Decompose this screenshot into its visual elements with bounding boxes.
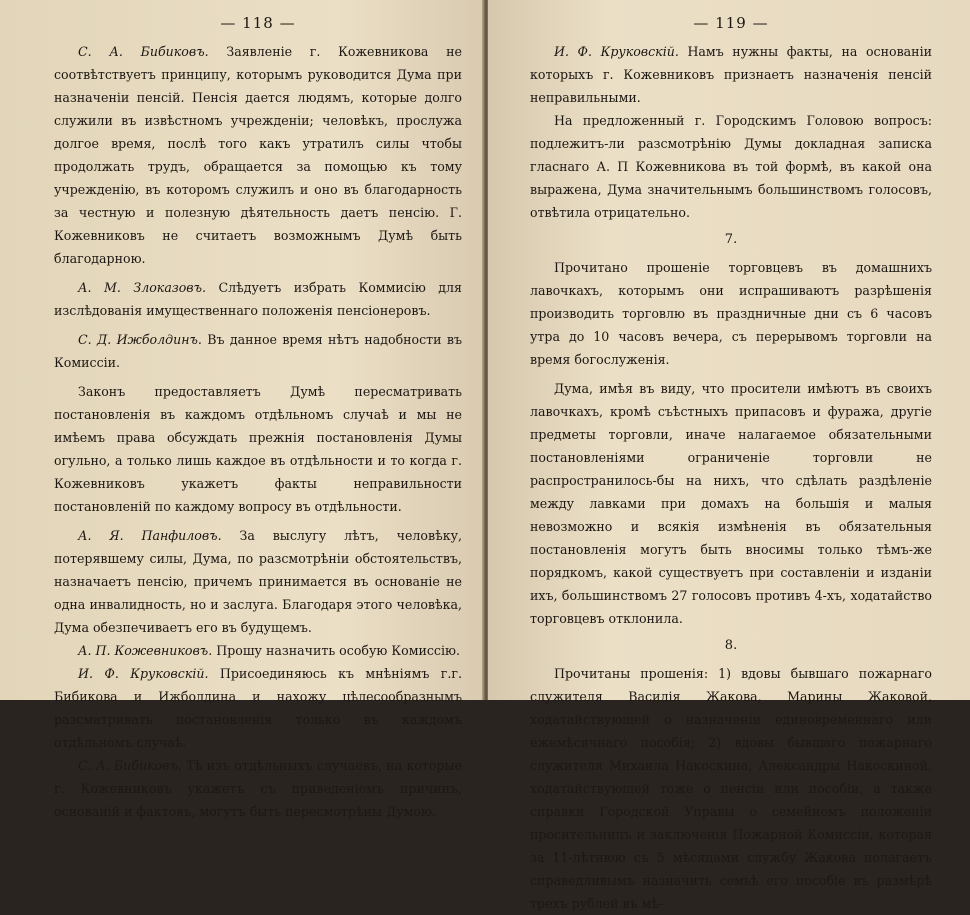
speaker-name: И. Ф. Круковскій. [78, 666, 209, 681]
paragraph [54, 639, 462, 662]
paragraph-text: Слѣдуетъ избрать Коммисію для изслѣдованія имущественнаго положенія пенсіонеровъ. [54, 280, 462, 318]
paragraph [54, 662, 462, 754]
paragraph-text: Законъ предоставляетъ Думѣ пересматривать постановленія въ каждомъ отдѣльномъ случаѣ и мы не имѣемъ права обсуждать прежнія постановленія Думы огульно, а только лишь каждое въ отдѣльности и то когда г. Кожевниковъ укажетъ факты неправильности постановленій по каждому вопросу въ отдѣльности. [54, 384, 462, 514]
paragraph-text: Прошу назначить особую Комиссію. [216, 643, 460, 658]
paragraph [530, 109, 932, 224]
paragraph-text: Въ данное время нѣтъ надобности въ Комиссіи. [54, 332, 462, 370]
paragraph [54, 524, 462, 639]
page-number-118: — 118 — [220, 14, 296, 32]
paragraph [530, 40, 932, 109]
speaker-name: С. А. Бибиковъ. [78, 758, 182, 773]
paragraph [54, 328, 462, 374]
section-number-7: 7. [724, 232, 738, 247]
paragraph-text: Заявленіе г. Кожевникова не соотвѣтствуетъ принципу, которымъ руководится Дума при назначеніи пенсій. Пенсія дается людямъ, которые долго служили въ извѣстномъ учрежденіи; человѣкъ, прослужа долгое время, послѣ того какъ утратилъ силы чтобы продолжать трудъ, обращается за помощью къ тому учрежденію, въ которомъ служилъ и оно въ благодарность за честную и полезную дѣятельность даетъ пенсію. Г. Кожевниковъ не считаетъ возможнымъ Думѣ быть благодарною. [54, 44, 462, 266]
paragraph-text: За выслугу лѣтъ, человѣку, потерявшему силы, Дума, по разсмотрѣніи обстоятельствъ, назначаетъ пенсію, причемъ принимается въ основаніе не одна инвалидность, но и заслуга. Благодаря этого человѣка, Дума обезпечиваетъ его въ будущемъ. [54, 528, 462, 635]
paragraph: Дума, имѣя въ виду, что просители имѣютъ въ своихъ лавочкахъ, кромѣ съѣстныхъ припасовъ и фуража, другіе предметы торговли, иначе налагаемое обязательными постановленіями ограниченіе торговли не распространилось-бы на нихъ, что сдѣлать раздѣленіе между лавками при домахъ на большія и малыя невозможно и всякія измѣненія въ обязательныя постановленія могутъ быть вносимы только тѣмъ-же порядкомъ, какой существуетъ при составленіи и изданіи ихъ, большинствомъ 27 голосовъ противъ 4-хъ, ходатайство торговцевъ отклонила. [530, 381, 932, 626]
paragraph [54, 754, 462, 823]
speaker-name: И. Ф. Круковскій. [554, 44, 679, 59]
section-number-8: 8. [724, 638, 738, 653]
paragraph-text: Намъ нужны факты, на основаніи которыхъ г. Кожевниковъ признаетъ назначенія пенсій неправильными. [530, 44, 932, 105]
paragraph [54, 276, 462, 322]
speaker-name: С. Д. Ижболдинъ. [78, 332, 202, 347]
paragraph: Прочитано прошеніе торговцевъ въ домашнихъ лавочкахъ, которымъ они испрашиваютъ разрѣшенія производить торговлю въ праздничные дни съ 6 часовъ утра до 10 часовъ вечера, съ перерывомъ торговли на время богослуженія. [530, 260, 932, 367]
paragraph [54, 380, 462, 518]
paragraph [54, 40, 462, 270]
speaker-name: С. А. Бибиковъ. [78, 44, 209, 59]
speaker-name: А. М. Злоказовъ. [78, 280, 207, 295]
paragraph-text: На предложенный г. Городскимъ Головою вопросъ: подлежитъ-ли разсмотрѣнію Думы докладная записка гласнаго А. П Кожевникова въ той формѣ, въ какой она выражена, Дума значительнымъ большинствомъ голосовъ, отвѣтила отрицательно. [530, 113, 932, 220]
paragraph: Прочитаны прошенія: 1) вдовы бывшаго пожарнаго служителя Василія Жакова, Марины Жаковой, ходатайствующей о назначеніи единовременнаго или ежемѣсячнаго пособія; 2) вдовы бывшаго пожарнаго служителя Михаила Накоскина, Александры Накоскиной, ходатайствующей тоже о пенсіи или пособіи, а также справки Городской Управы о семейномъ положеніи просительницъ и заключенія Пожарной Комиссіи, которая за 11-лѣтнюю съ 5 мѣсяцами службу Жакова полагаетъ справедливымъ назначить семьѣ его пособіе въ размѣрѣ трехъ рублей въ мѣ- [530, 666, 932, 911]
page-number-119: — 119 — [693, 14, 769, 32]
speaker-name: А. П. Кожевниковъ. [78, 643, 213, 658]
speaker-name: А. Я. Панфиловъ. [78, 528, 222, 543]
paragraph-text: Присоединяюсь къ мнѣніямъ г.г. Бибикова и Ижболдина и нахожу цѣлесообразнымъ разсматривать постановленія только въ каждомъ отдѣльномъ случаѣ. [54, 666, 462, 750]
paragraph-text: Тѣ изъ отдѣльныхъ случаевъ, на которые г. Кожевниковъ укажетъ съ приведеніемъ причинъ, основаній и фактовъ, могутъ быть пересмотрѣны Думою. [54, 758, 462, 819]
left-page [0, 0, 484, 819]
right-page [488, 0, 970, 911]
